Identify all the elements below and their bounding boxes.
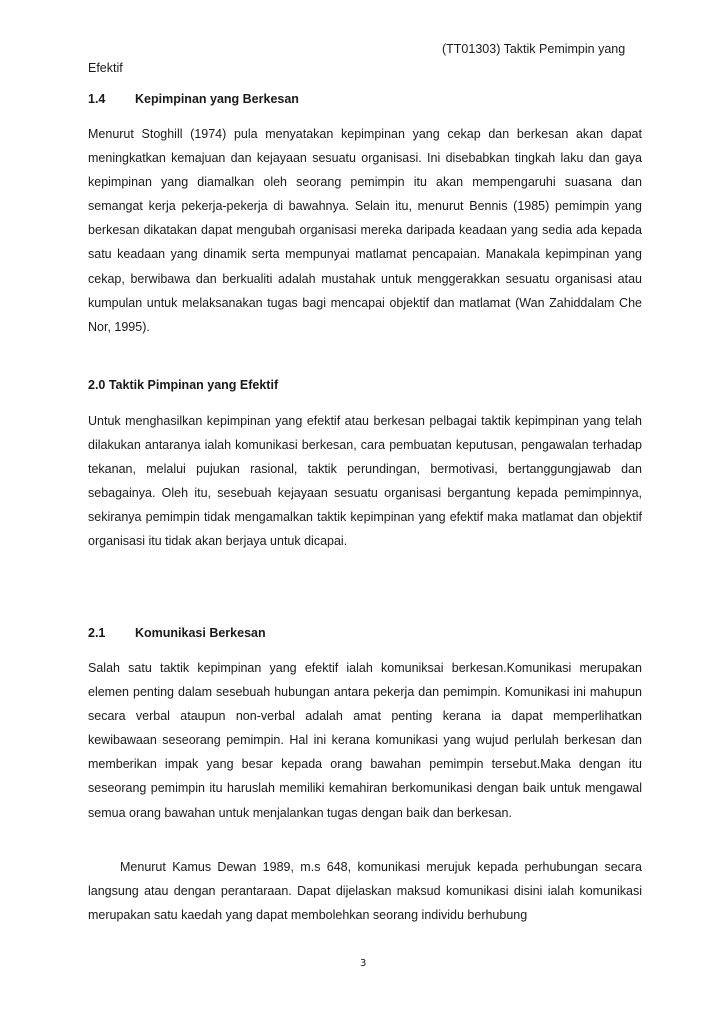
section-heading-1-4 xyxy=(88,92,299,106)
paragraph-komunikasi-berkesan: Salah satu taktik kepimpinan yang efektif ialah komuniksai berkesan.Komunikasi merupakan elemen penting dalam sesebuah hubungan antara pekerja dan pemimpin. Komunikasi ini mahupun secara verbal ataupun non-verbal adalah amat penting kerana ia dapat memperlihatkan kewibawaan seseorang pemimpin. Hal ini kerana komunikasi yang wujud perlulah berkesan dan memberikan impak yang besar kepada orang bawahan pemimpin tersebut.Maka dengan itu seseorang pemimpin itu haruslah memiliki kemahiran berkomunikasi dengan baik untuk mengawal semua orang bawahan untuk menjalankan tugas dengan baik dan berkesan. xyxy=(88,661,642,820)
section-title: Komunikasi Berkesan xyxy=(135,626,266,640)
paragraph-taktik-pimpinan: Untuk menghasilkan kepimpinan yang efektif atau berkesan pelbagai taktik kepimpinan yang telah dilakukan antaranya ialah komunikasi berkesan, cara pembuatan keputusan, pengawalan terhadap tekanan, melalui pujukan rasional, taktik perundingan, bermotivasi, bertanggungjawab dan sebagainya. Oleh itu, sesebuah kejayaan sesuatu organisasi bergantung kepada pemimpinnya, sekiranya pemimpin tidak mengamalkan taktik kepimpinan yang efektif maka matlamat dan objektif organisasi itu tidak akan berjaya untuk dicapai. xyxy=(88,414,642,549)
paragraph-kamus-dewan: Menurut Kamus Dewan 1989, m.s 648, komunikasi merujuk kepada perhubungan secara langsung atau dengan perantaraan. Dapat dijelaskan maksud komunikasi disini ialah komunikasi merupakan satu kaedah yang dapat membolehkan seorang individu berhubung xyxy=(88,860,642,923)
section-heading-2-0 xyxy=(88,378,278,392)
running-header-right: (TT01303) Taktik Pemimpin yang xyxy=(442,42,626,56)
section-title: 2.0 Taktik Pimpinan yang Efektif xyxy=(88,378,279,392)
section-heading-2-1 xyxy=(88,626,266,640)
section-title: Kepimpinan yang Berkesan xyxy=(135,92,299,106)
section-number: 1.4 xyxy=(88,92,106,106)
paragraph-kepimpinan-berkesan: Menurut Stoghill (1974) pula menyatakan kepimpinan yang cekap dan berkesan akan dapat meningkatkan kemajuan dan kejayaan sesuatu organisasi. Ini disebabkan tingkah laku dan gaya kepimpinan yang diamalkan oleh seorang pemimpin itu akan mempengaruhi suasana dan semangat kerja pekerja-pekerja di bawahnya. Selain itu, menurut Bennis (1985) pemimpin yang berkesan dikatakan dapat mengubah organisasi mereka daripada keadaan yang sedia ada kepada satu keadaan yang dinamik serta mempunyai matlamat pencapaian. Manakala kepimpinan yang cekap, berwibawa dan berkualiti adalah mustahak untuk menggerakkan sesuatu organisasi atau kumpulan untuk melaksanakan tugas bagi mencapai objektif dan matlamat (Wan Zahiddalam Che Nor, 1995). xyxy=(88,127,642,334)
section-number: 2.1 xyxy=(88,626,106,640)
page-number: 3 xyxy=(360,958,367,969)
running-header-left: Efektif xyxy=(88,61,123,75)
